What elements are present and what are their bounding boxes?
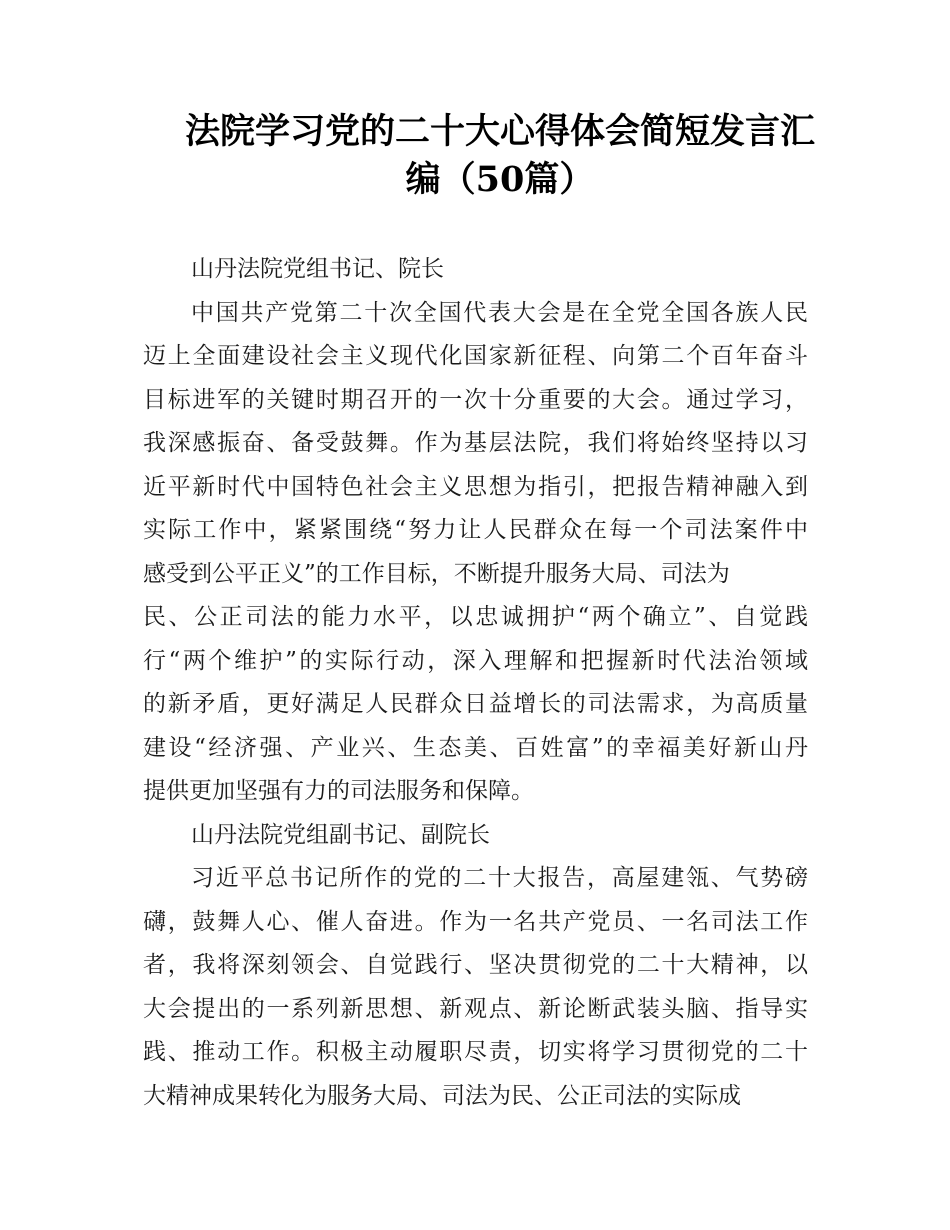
title-line-1: 法院学习党的二十大心得体会简短发言汇 (184, 111, 815, 152)
paragraph-line: 习近平总书记所作的党的二十大报告，高屋建瓴、气势磅 (191, 865, 808, 891)
paragraph-line: 感受到公平正义”的工作目标，不断提升服务大局、司法为 (143, 560, 730, 587)
paragraph-line: 行“两个维护”的实际行动，深入理解和把握新时代法治领域 (143, 647, 808, 674)
paragraph-line: 中国共产党第二十次全国代表大会是在全党全国各族人民 (191, 299, 808, 326)
speaker-heading: 山丹法院党组书记、院长 (191, 256, 444, 282)
paragraph-line: 提供更加坚强有力的司法服务和保障。 (143, 778, 534, 804)
paragraph-line: 的新矛盾，更好满足人民群众日益增长的司法需求，为高质量 (143, 691, 808, 717)
speaker-heading: 山丹法院党组副书记、副院长 (191, 821, 490, 848)
paragraph-line: 近平新时代中国特色社会主义思想为指引，把报告精神融入到 (143, 473, 808, 500)
paragraph-line: 民、公正司法的能力水平，以忠诚拥护“两个确立”、自觉践 (143, 604, 808, 630)
paragraph-line: 建设“经济强、产业兴、生态美、百姓富”的幸福美好新山丹 (143, 734, 808, 761)
paragraph-line: 践、推动工作。积极主动履职尽责，切实将学习贯彻党的二十 (143, 1039, 808, 1065)
paragraph-line: 实际工作中，紧紧围绕“努力让人民群众在每一个司法案件中 (143, 517, 808, 543)
paragraph-line: 目标进军的关键时期召开的一次十分重要的大会。通过学习， (143, 386, 808, 413)
paragraph-line: 者，我将深刻领会、自觉践行、坚决贯彻党的二十大精神，以 (143, 952, 808, 978)
paragraph-line: 我深感振奋、备受鼓舞。作为基层法院，我们将始终坚持以习 (143, 430, 808, 456)
paragraph-line: 大会提出的一系列新思想、新观点、新论断武装头脑、指导实 (143, 995, 808, 1022)
document-body (143, 248, 808, 1118)
paragraph-line: 大精神成果转化为服务大局、司法为民、公正司法的实际成 (143, 1082, 741, 1109)
paragraph-line: 礴，鼓舞人心、催人奋进。作为一名共产党员、一名司法工作 (143, 908, 808, 935)
document-title (150, 108, 850, 204)
title-line-2: 编（50篇） (405, 159, 595, 200)
paragraph-line: 迈上全面建设社会主义现代化国家新征程、向第二个百年奋斗 (143, 343, 808, 369)
